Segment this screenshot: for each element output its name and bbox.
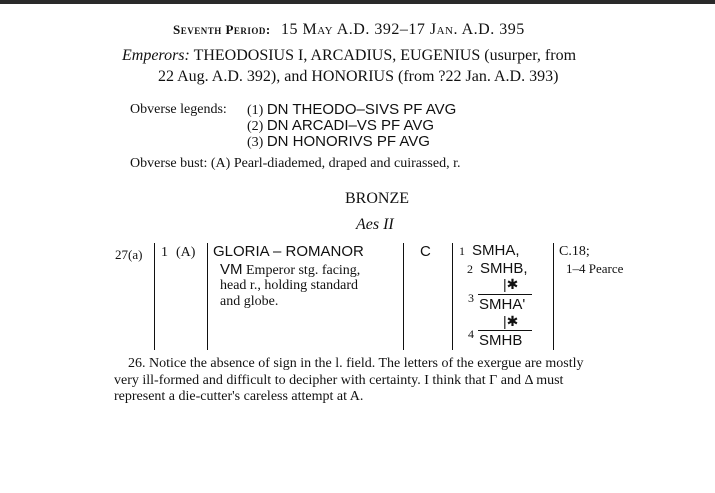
field-mark: C <box>420 243 431 260</box>
mintmark: SMHB, <box>480 260 528 277</box>
legend-text: DN HONORIVS PF AVG <box>266 133 430 150</box>
mintmark-num: 1 <box>459 244 465 258</box>
emperors-label: Emperors: <box>122 47 190 64</box>
reverse-desc-text: Emperor stg. facing, <box>246 263 361 278</box>
table-rule <box>452 243 453 350</box>
reverse-desc-3: and globe. <box>220 294 279 309</box>
table-rule <box>553 243 554 350</box>
reverse-desc-2: head r., holding standard <box>220 278 359 293</box>
reference-1: C.18; <box>559 244 590 259</box>
mintmark-field-symbol: |✱ <box>503 313 519 329</box>
footnote-line-3: represent a die-cutter's careless attempt at A. <box>114 389 364 404</box>
legend-num: (2) <box>247 119 264 134</box>
section-denomination: Aes II <box>356 216 394 233</box>
obverse-bust-label: Obverse bust: <box>130 156 208 171</box>
emperors-line-2: 22 Aug. A.D. 392), and HONORIUS (from ?22 Jan. A.D. 393) <box>158 68 559 85</box>
table-rule <box>154 243 155 350</box>
table-rule <box>403 243 404 350</box>
mintmark-field-symbol: |✱ <box>503 276 519 292</box>
obverse-legends-label: Obverse legends: <box>130 102 227 117</box>
entry-legend-ref: 1 <box>161 245 168 260</box>
emperors-text-1: THEODOSIUS I, ARCADIUS, EUGENIUS (usurper, from <box>193 47 577 64</box>
mintmark-num: 4 <box>468 327 474 341</box>
table-rule <box>207 243 208 350</box>
legend-text: DN ARCADI–VS PF AVG <box>266 117 435 134</box>
reference-2: 1–4 Pearce <box>566 261 624 276</box>
entry-bust-ref: (A) <box>176 245 196 260</box>
period-heading <box>173 19 525 39</box>
section-metal: BRONZE <box>345 190 409 207</box>
mintmark: SMHA, <box>472 242 520 259</box>
footnote-line-1: 26. Notice the absence of sign in the l. field. The letters of the exergue are mostly <box>128 356 584 371</box>
reverse-vm: VM <box>220 261 243 278</box>
legend-text: DN THEODO–SIVS PF AVG <box>266 101 457 118</box>
legend-item-3 <box>247 133 430 151</box>
mintmark: SMHB <box>479 332 523 349</box>
reverse-legend: GLORIA – ROMANOR <box>213 243 364 260</box>
obverse-bust-text: (A) Pearl-diademed, draped and cuirassed, r. <box>210 156 461 171</box>
emperors-line-1 <box>122 47 576 65</box>
mintmark-num: 3 <box>468 291 474 305</box>
mintmark: SMHA' <box>479 296 526 313</box>
legend-num: (3) <box>247 135 264 150</box>
obverse-bust <box>130 156 460 172</box>
top-border <box>0 0 715 4</box>
exergue-line <box>478 294 532 295</box>
legend-num: (1) <box>247 103 264 118</box>
reverse-desc-1 <box>220 261 360 279</box>
exergue-line <box>478 330 532 331</box>
period-dates: 15 May A.D. 392–17 Jan. A.D. 395 <box>281 21 525 38</box>
period-label: Seventh Period: <box>173 22 271 37</box>
mintmark-num: 2 <box>467 262 473 276</box>
entry-number: 27(a) <box>115 247 143 262</box>
footnote-line-2: very ill-formed and difficult to decipher with certainty. I think that Γ and Δ must <box>114 373 564 388</box>
